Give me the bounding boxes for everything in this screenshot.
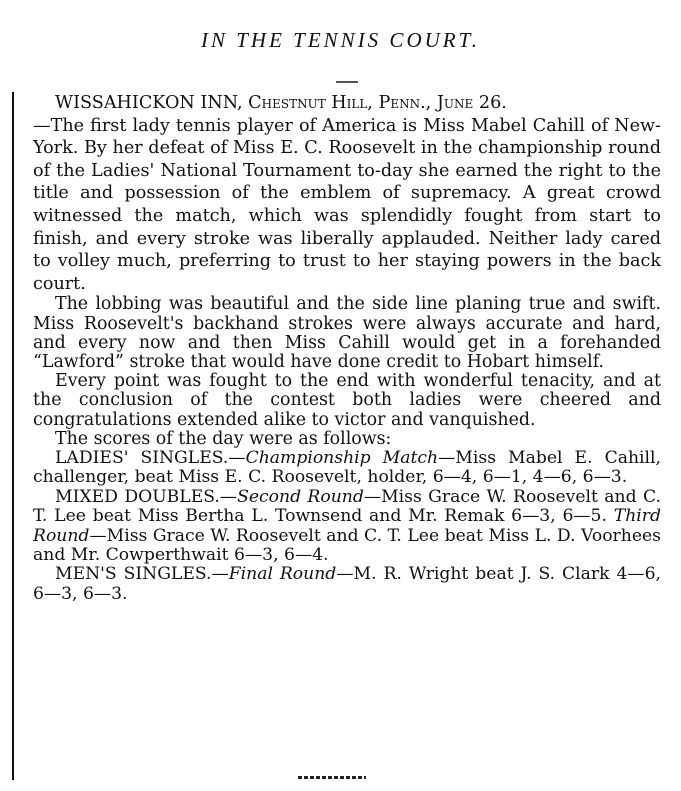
mens-singles-heading: MEN'S SINGLES.: [55, 564, 212, 585]
mixed-doubles-round-2: —Second Round: [219, 486, 364, 507]
end-ornament: [298, 776, 366, 779]
mixed-doubles-round-3: Third Round: [33, 506, 661, 546]
ladies-singles-heading: LADIES' SINGLES.: [55, 447, 229, 468]
dateline: WISSAHICKON INN, Chestnut Hill, Penn., June 26.: [55, 93, 507, 113]
paragraph-4: The scores of the day were as follows:: [55, 428, 392, 449]
headline: IN THE TENNIS COURT.: [201, 28, 480, 52]
score-mixed-doubles: [33, 488, 661, 566]
score-ladies-singles: [33, 449, 661, 488]
mens-singles-round: —Final Round: [211, 564, 337, 585]
column-rule: [12, 92, 14, 780]
paragraph-1-body: —The first lady tennis player of America is Miss Mabel Cahill of New-York. By her defeat of Miss E. C. Roosevelt in the championship round of the Ladies' National Tournament to-day she earned the right to the title and possession of the emblem of supremacy. A great crowd witnessed the match, which was splendidly fought from start to finish, and every stroke was liberally applauded. Neither lady cared to volley much, preferring to trust to her staying powers in the back court.: [33, 115, 661, 294]
paragraph-3: Every point was fought to the end with wonderful tenacity, and at the conclusion of the contest both ladies were cheered and congratulations extended alike to victor and vanquished.: [33, 371, 661, 430]
article-body: [33, 92, 661, 604]
paragraph-1: [33, 92, 661, 295]
divider-rule: [336, 81, 358, 83]
ladies-singles-round: —Championship Match: [228, 447, 439, 468]
mens-singles-result: —M. R. Wright beat J. S. Clark 4—6, 6—3, 6—3.: [33, 564, 661, 604]
mixed-doubles-heading: MIXED DOUBLES.: [55, 486, 220, 507]
mixed-doubles-result-2: —Miss Grace W. Roosevelt and C. T. Lee beat Miss Bertha L. Townsend and Mr. Remak 6—3, 6—5.: [33, 486, 661, 527]
ladies-singles-result: —Miss Mabel E. Cahill, challenger, beat Miss E. C. Roosevelt, holder, 6—4, 6—1, 4—6, 6—3.: [33, 447, 661, 488]
mixed-doubles-result-3: —Miss Grace W. Roosevelt and C. T. Lee beat Miss L. D. Voorhees and Mr. Cowperthwait 6—3, 6—4.: [33, 525, 661, 565]
paragraph-2: The lobbing was beautiful and the side line planing true and swift. Miss Roosevelt's backhand strokes were always accurate and hard, and every now and then Miss Cahill would get in a forehanded “Lawford” stroke that would have done credit to Hobart himself.: [33, 294, 661, 372]
score-mens-singles: [33, 565, 661, 604]
